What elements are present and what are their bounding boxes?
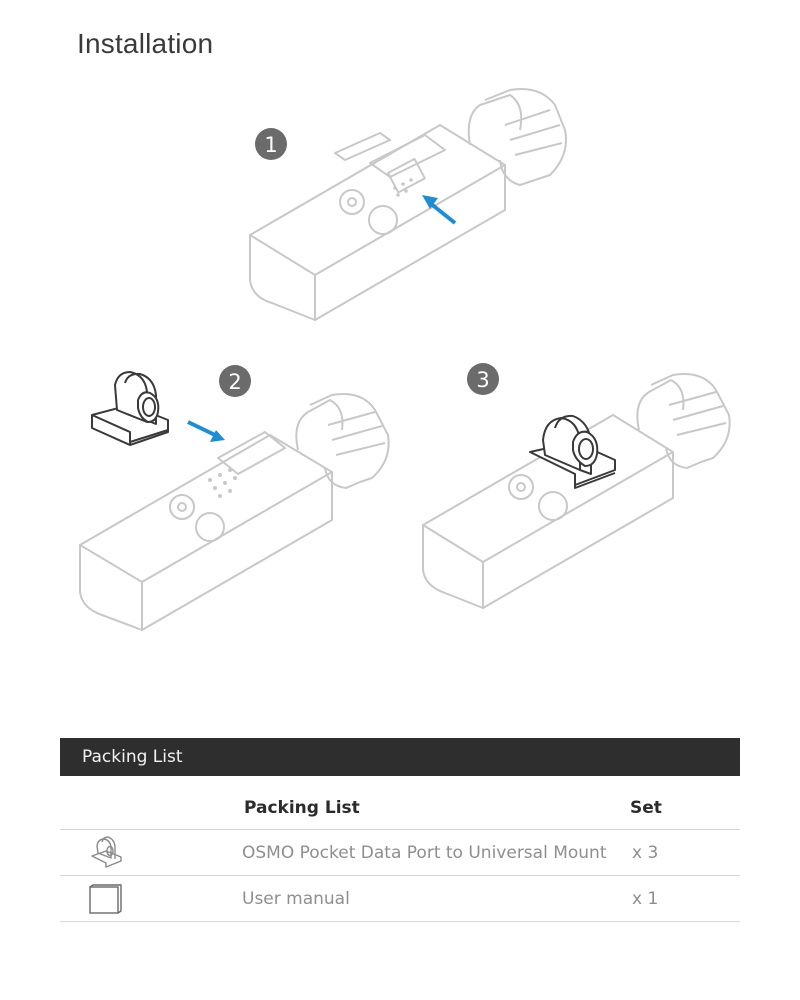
item-qty: x 3	[632, 843, 659, 863]
step-3-badge	[467, 363, 499, 395]
step-1-badge	[255, 128, 287, 160]
item-name: OSMO Pocket Data Port to Universal Mount	[242, 843, 607, 863]
column-header-set: Set	[630, 798, 662, 818]
mount-icon	[86, 836, 126, 870]
table-row	[60, 830, 740, 876]
table-row	[60, 876, 740, 922]
item-name: User manual	[242, 889, 350, 909]
item-qty: x 1	[632, 889, 659, 909]
step-2-badge	[219, 365, 251, 397]
step-3-number: 3	[476, 368, 490, 392]
mount-icon	[92, 372, 168, 445]
step-2-illustration	[70, 360, 410, 660]
table-header-row	[60, 784, 740, 830]
step-1-number: 1	[264, 133, 278, 157]
page-title: Installation	[77, 28, 214, 59]
step-3-illustration	[415, 360, 745, 635]
step-1-illustration	[240, 85, 580, 350]
step-2-number: 2	[228, 370, 242, 394]
manual-icon	[86, 882, 126, 916]
column-header-name: Packing List	[244, 798, 360, 818]
packing-list-header: Packing List	[60, 738, 740, 776]
packing-table	[60, 784, 740, 922]
